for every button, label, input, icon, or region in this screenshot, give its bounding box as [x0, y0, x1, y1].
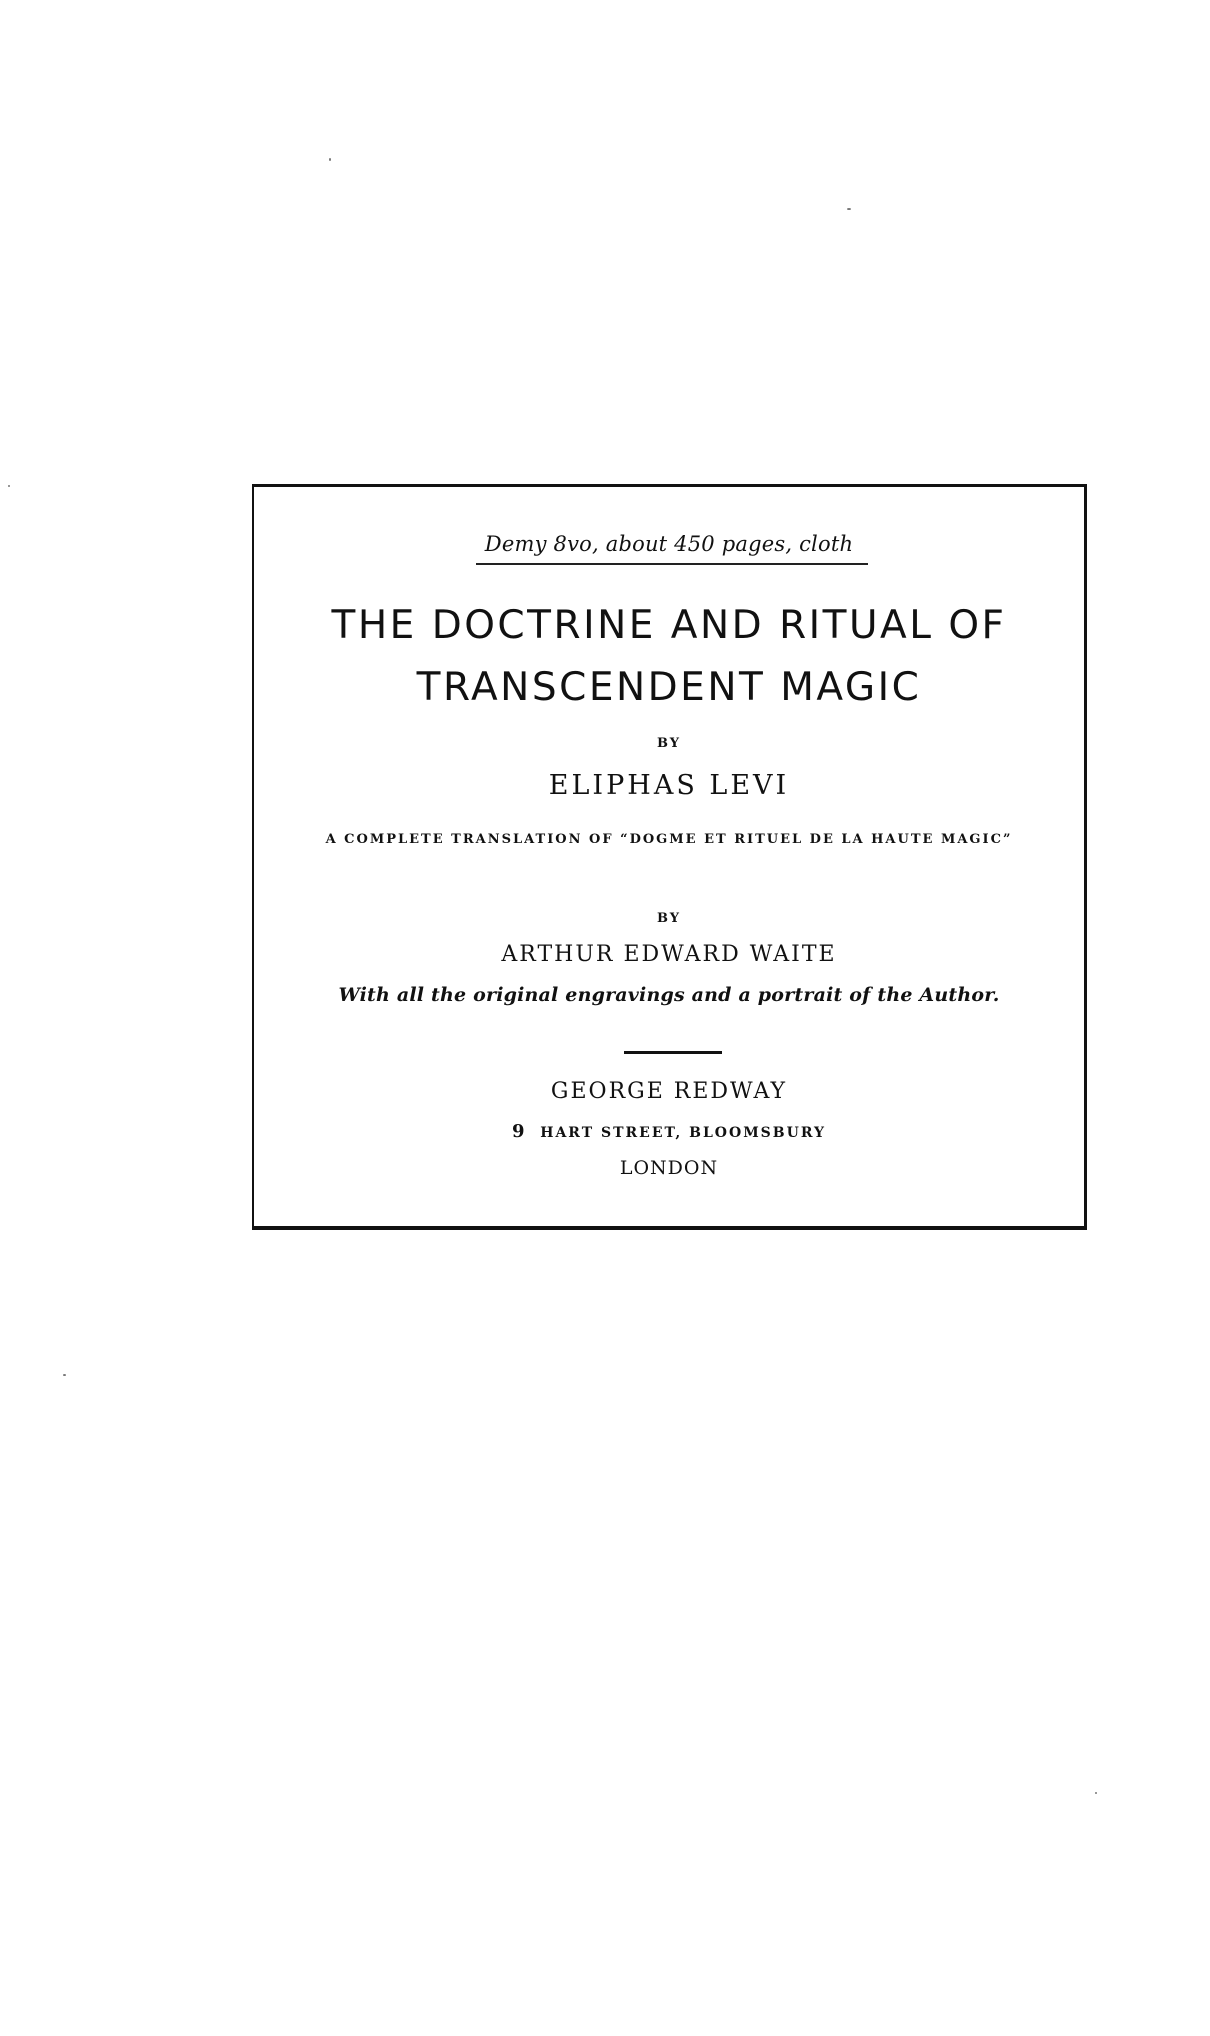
by-label: BY: [656, 736, 682, 751]
scan-speck: [63, 1374, 66, 1376]
book-advertisement-box: [252, 484, 1087, 1230]
translator-name: ARTHUR EDWARD WAITE: [501, 942, 837, 967]
address-street: HART STREET, BLOOMSBURY: [540, 1125, 827, 1141]
scan-speck: [1095, 1792, 1097, 1794]
format-line: Demy 8vo, about 450 pages, cloth: [484, 532, 854, 556]
book-title-line-2: TRANSCENDENT MAGIC: [416, 665, 922, 710]
section-divider: [624, 1051, 722, 1054]
format-underline: [476, 563, 868, 565]
book-title: [254, 595, 1084, 719]
publisher-city: LONDON: [619, 1157, 719, 1179]
author-name: ELIPHAS LEVI: [548, 770, 790, 801]
by-label-translator: BY: [656, 911, 682, 926]
scan-speck: [8, 485, 10, 487]
scan-speck: [329, 158, 331, 161]
scan-speck: [847, 208, 851, 210]
publisher-name: GEORGE REDWAY: [550, 1079, 788, 1104]
publisher-address: [254, 1121, 1084, 1142]
book-title-line-1: THE DOCTRINE AND RITUAL OF: [331, 603, 1007, 648]
engravings-note: With all the original engravings and a portrait of the Author.: [338, 984, 1000, 1006]
translation-note: A COMPLETE TRANSLATION OF “DOGME ET RITUEL DE LA HAUTE MAGIC”: [325, 832, 1013, 847]
address-number: 9: [511, 1121, 527, 1142]
